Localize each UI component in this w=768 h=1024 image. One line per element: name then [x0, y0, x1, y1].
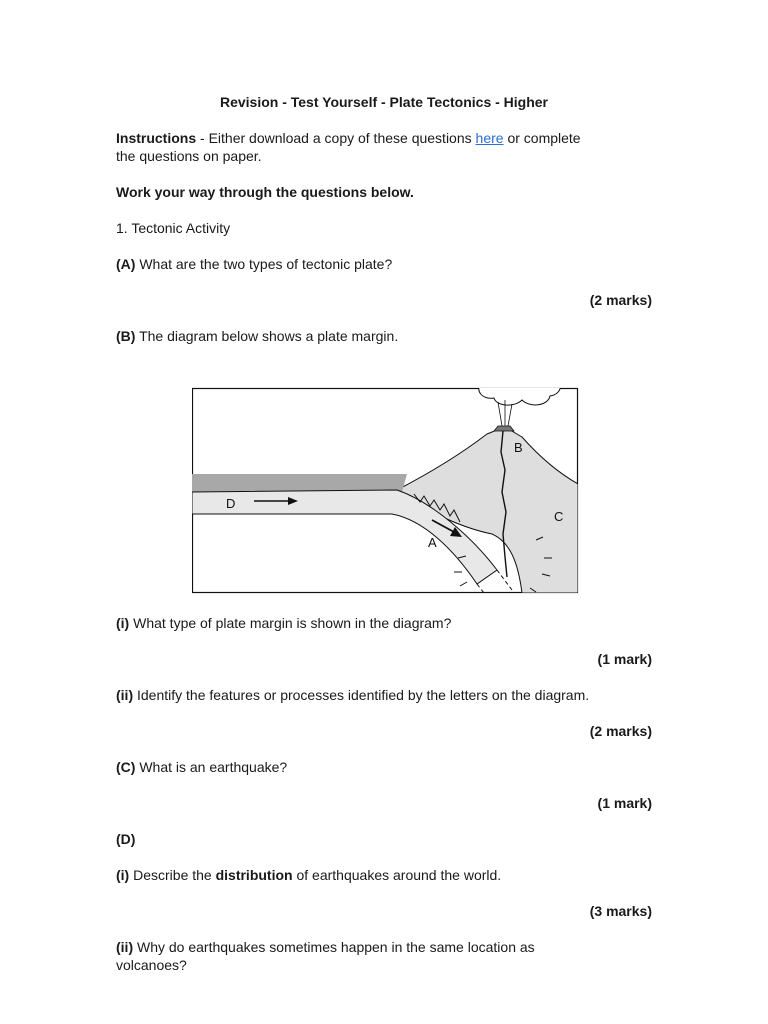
question-b: [116, 327, 652, 345]
question-b-i: [116, 614, 652, 632]
question-text: The diagram below shows a plate margin.: [135, 328, 399, 344]
question-text: What are the two types of tectonic plate?: [135, 256, 393, 272]
download-here-link[interactable]: here: [475, 130, 504, 146]
question-label: (A): [116, 256, 136, 272]
question-d-ii: [116, 938, 652, 956]
ocean-water: [192, 474, 407, 492]
label-a: A: [428, 535, 437, 550]
question-label: (C): [116, 759, 136, 775]
marks-b-ii: (2 marks): [589, 723, 652, 739]
question-text: What is an earthquake?: [135, 759, 288, 775]
question-b-ii: [116, 686, 652, 704]
instructions-line: [116, 129, 652, 147]
ash-cloud: [479, 362, 561, 405]
marks-c: (1 mark): [597, 795, 652, 811]
page-title: Revision - Test Yourself - Plate Tectonics - Higher: [219, 94, 549, 110]
question-d: (D): [116, 831, 136, 847]
marks-b-i: (1 mark): [597, 651, 652, 667]
question-text: Describe the: [129, 867, 216, 883]
work-through-heading: Work your way through the questions below.: [116, 184, 414, 200]
question-c: [116, 758, 652, 776]
question-d-ii-line-2: volcanoes?: [116, 957, 187, 973]
question-text: What type of plate margin is shown in the diagram?: [129, 615, 452, 631]
label-d: D: [226, 496, 236, 511]
question-label: (i): [116, 615, 130, 631]
instructions-label: Instructions: [116, 130, 197, 146]
question-label: (ii): [116, 687, 134, 703]
label-c: C: [554, 509, 564, 524]
question-label: (ii): [116, 939, 134, 955]
question-text: Why do earthquakes sometimes happen in the same location as: [133, 939, 535, 955]
marks-a: (2 marks): [589, 292, 652, 308]
label-b: B: [514, 440, 523, 455]
question-d-i: [116, 866, 652, 884]
question-a: [116, 255, 652, 273]
question-text: Identify the features or processes identified by the letters on the diagram.: [133, 687, 590, 703]
question-label: (B): [116, 328, 136, 344]
question-text-after: of earthquakes around the world.: [292, 867, 502, 883]
instructions-text: - Either download a copy of these questions: [196, 130, 476, 146]
marks-d-i: (3 marks): [589, 903, 652, 919]
instructions-line-2: the questions on paper.: [116, 148, 262, 164]
question-emphasis: distribution: [215, 867, 293, 883]
question-label: (i): [116, 867, 130, 883]
section-heading: 1. Tectonic Activity: [116, 220, 231, 236]
plate-margin-diagram: [192, 362, 580, 594]
instructions-text-after: or complete: [503, 130, 581, 146]
